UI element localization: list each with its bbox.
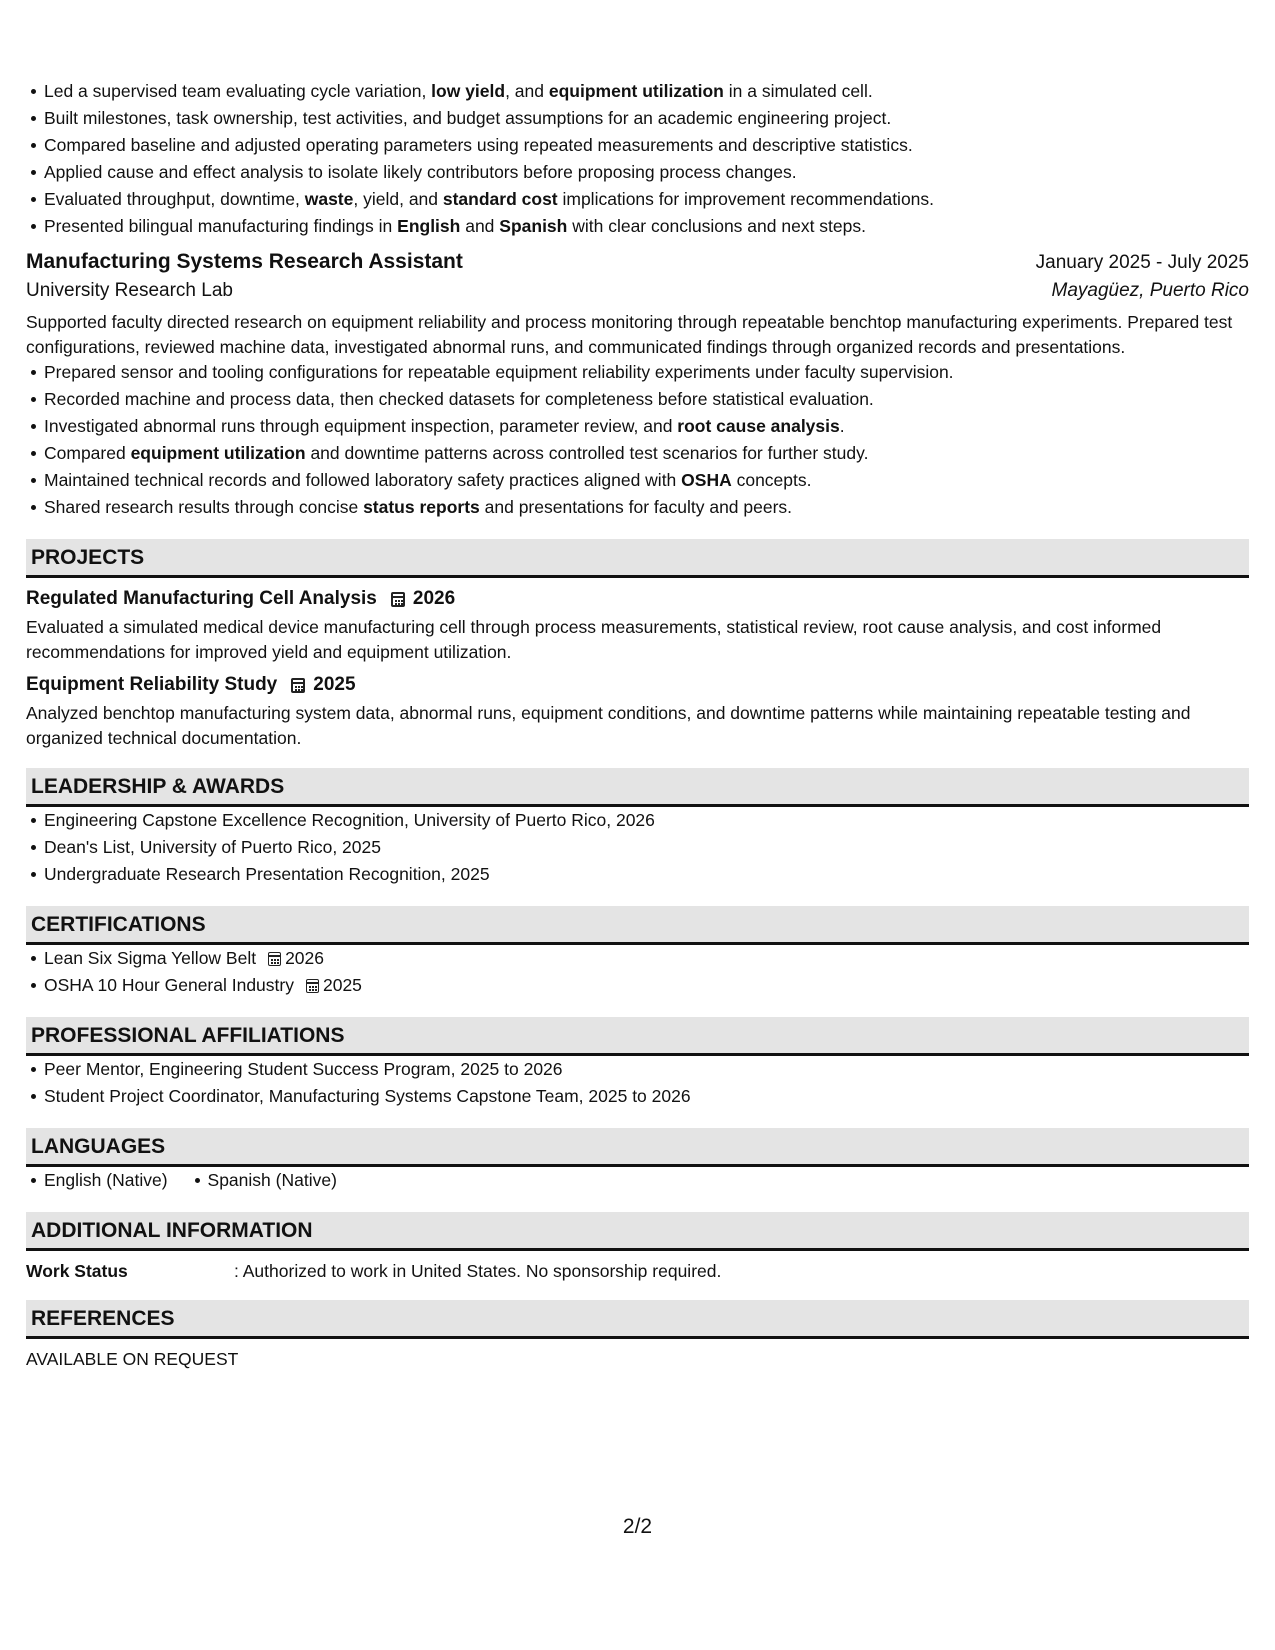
job-summary: Supported faculty directed research on equipment reliability and process monitoring through repeatable benchtop manufacturing experiments. Prepared test configurations, reviewed machine data, investigated abnormal runs, and communicated findings through organized records and presentations. [26,312,1233,357]
text-run: Evaluated throughput, downtime, [44,189,305,209]
text-run: implications for improvement recommendations. [557,189,935,209]
list-item [44,386,1249,413]
text-run: Shared research results through concise [44,497,364,517]
section-heading-languages: LANGUAGES [26,1128,1249,1167]
certification-year: 2026 [285,948,325,968]
section-heading-additional-info: ADDITIONAL INFORMATION [26,1212,1249,1251]
text-run: Prepared sensor and tooling configurations for repeatable equipment reliability experiments under faculty supervision. [44,362,954,382]
calendar-icon [391,592,405,607]
text-run: , yield, and [353,189,443,209]
project-year: 2025 [313,674,356,695]
certification-name: Lean Six Sigma Yellow Belt [44,948,257,968]
list-item: Engineering Capstone Excellence Recognition, University of Puerto Rico, 2026 [44,807,1249,834]
text-run: concepts. [731,470,812,490]
job-title: Manufacturing Systems Research Assistant [26,250,463,273]
list-item [44,494,1249,521]
project-name: Regulated Manufacturing Cell Analysis [26,588,377,609]
text-run: Recorded machine and process data, then checked datasets for completeness before statistical evaluation. [44,389,874,409]
text-run: Led a supervised team evaluating cycle variation, [44,81,432,101]
list-item: Undergraduate Research Presentation Recognition, 2025 [44,861,1249,888]
list-item: English (Native) [44,1167,168,1194]
section-heading-affiliations: PROFESSIONAL AFFILIATIONS [26,1017,1249,1056]
list-item [44,159,1249,186]
project-title [26,674,1249,696]
resume-page [26,78,1249,1370]
experience-bullet-list [26,78,1249,240]
job-header [26,250,1249,274]
section-heading-projects: PROJECTS [26,539,1249,578]
bold-keyword: root cause analysis [677,416,840,436]
languages-list [26,1167,1249,1194]
list-item [44,132,1249,159]
work-status-value: : Authorized to work in United States. No sponsorship required. [234,1261,722,1281]
bold-keyword: Spanish [499,216,568,236]
text-run: and [460,216,500,236]
work-status-label: Work Status [26,1261,128,1281]
leadership-list [26,807,1249,888]
text-run: and downtime patterns across controlled test scenarios for further study. [305,443,869,463]
bold-keyword: equipment utilization [548,81,724,101]
references-text: AVAILABLE ON REQUEST [26,1349,239,1369]
calendar-icon [306,979,319,993]
certification-year: 2025 [322,975,362,995]
section-heading-leadership: LEADERSHIP & AWARDS [26,768,1249,807]
list-item [44,467,1249,494]
list-item [44,105,1249,132]
list-item [44,972,1249,999]
list-item [44,213,1249,240]
page-number: 2/2 [622,1515,653,1538]
section-heading-certifications: CERTIFICATIONS [26,906,1249,945]
list-item [44,413,1249,440]
bold-keyword: status reports [363,497,480,517]
job-bullet-list [26,359,1249,521]
bold-keyword: equipment utilization [130,443,306,463]
text-run: Maintained technical records and followed laboratory safety practices aligned with [44,470,682,490]
text-run: with clear conclusions and next steps. [567,216,866,236]
list-item [44,186,1249,213]
text-run: Investigated abnormal runs through equipment inspection, parameter review, and [44,416,678,436]
job-dates: January 2025 - July 2025 [1035,252,1249,273]
text-run: Compared [44,443,131,463]
job-organization: University Research Lab [26,280,233,301]
text-run: Built milestones, task ownership, test activities, and budget assumptions for an academic engineering project. [44,108,892,128]
text-run: and presentations for faculty and peers. [479,497,793,517]
bold-keyword: standard cost [442,189,558,209]
work-status-row [26,1261,1249,1282]
project-description: Evaluated a simulated medical device manufacturing cell through process measurements, statistical review, root cause analysis, and cost informed recommendations for improved yield and equipment utilization. [26,617,1162,662]
project-description: Analyzed benchtop manufacturing system data, abnormal runs, equipment conditions, and downtime patterns while maintaining repeatable testing and organized technical documentation. [26,703,1191,748]
project-name: Equipment Reliability Study [26,674,278,695]
text-run: Compared baseline and adjusted operating parameters using repeated measurements and descriptive statistics. [44,135,913,155]
list-item [44,78,1249,105]
project-year: 2026 [412,588,456,609]
bold-keyword: OSHA [681,470,732,490]
section-heading-references: REFERENCES [26,1300,1249,1339]
text-run: Presented bilingual manufacturing findings in [44,216,398,236]
bold-keyword: waste [304,189,354,209]
list-item [44,440,1249,467]
affiliations-list [26,1056,1249,1110]
bold-keyword: English [397,216,461,236]
text-run: in a simulated cell. [723,81,873,101]
list-item: Spanish (Native) [208,1167,337,1194]
bold-keyword: low yield [431,81,506,101]
text-run: . [839,416,845,436]
certifications-list [26,945,1249,999]
project-title [26,588,1249,610]
job-subheader [26,280,1249,302]
text-run: , and [505,81,549,101]
list-item: Student Project Coordinator, Manufacturing Systems Capstone Team, 2025 to 2026 [44,1083,1249,1110]
list-item: Dean's List, University of Puerto Rico, 2025 [44,834,1249,861]
calendar-icon [268,952,281,966]
list-item [44,359,1249,386]
list-item [44,945,1249,972]
text-run: Applied cause and effect analysis to isolate likely contributors before proposing process changes. [44,162,797,182]
list-item: Peer Mentor, Engineering Student Success Program, 2025 to 2026 [44,1056,1249,1083]
job-location: Mayagüez, Puerto Rico [1051,280,1249,301]
certification-name: OSHA 10 Hour General Industry [44,975,294,995]
calendar-icon [291,678,305,693]
